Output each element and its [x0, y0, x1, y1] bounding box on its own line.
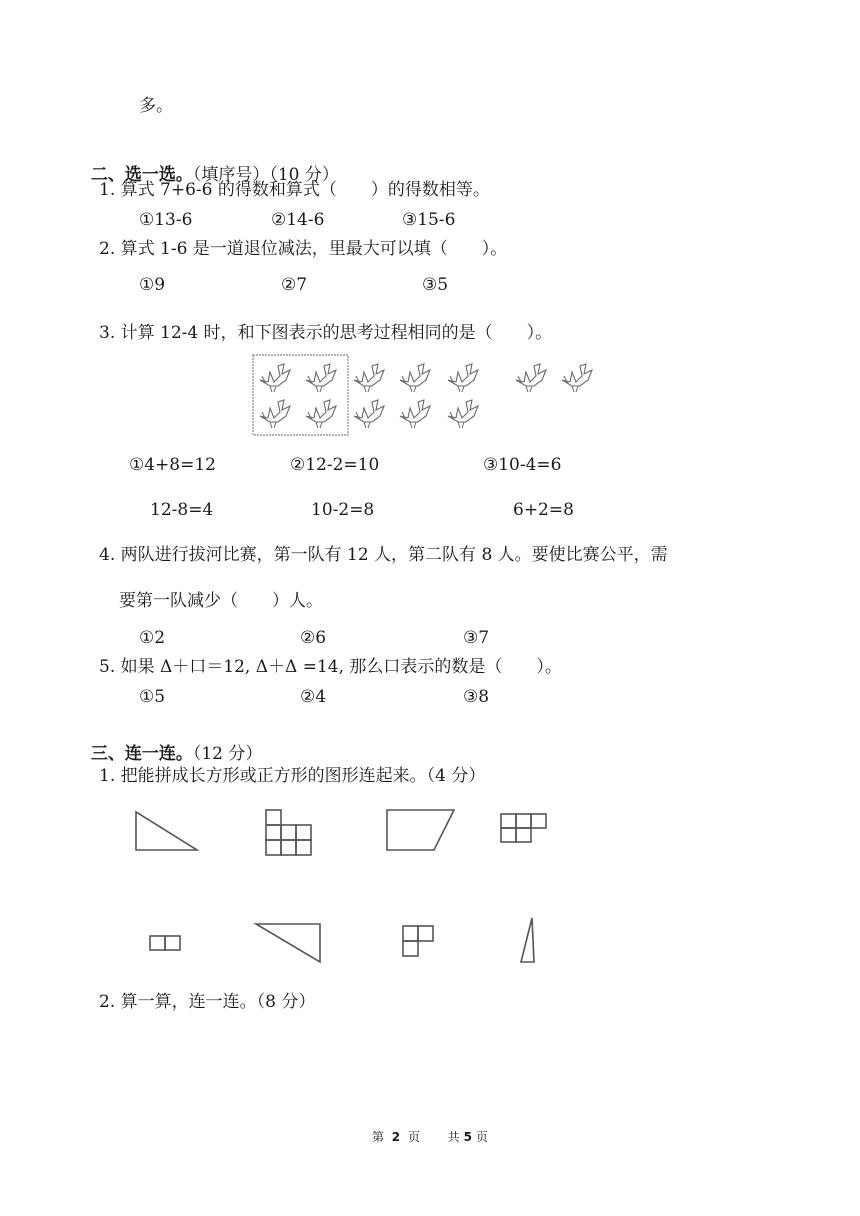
- question-5-stem: 5. 如果 Δ＋口＝12, Δ＋Δ =14, 那么口表示的数是（ ）。: [99, 657, 562, 677]
- footer-total-suffix: 页: [476, 1130, 489, 1144]
- trapezoid-shape: [387, 810, 454, 850]
- paper-crane-icon: [400, 400, 430, 428]
- paper-crane-icon: [260, 400, 290, 428]
- q3-option-2-line1: ②12-2=10: [290, 455, 380, 475]
- footer-page-prefix: 第: [371, 1130, 384, 1144]
- paper-crane-icon: [306, 364, 336, 392]
- grouping-box: [253, 355, 348, 435]
- q2-option-1: ①9: [139, 275, 166, 295]
- q3-option-3-line1: ③10-4=6: [483, 455, 562, 475]
- q3-option-1-line2: 12-8=4: [150, 500, 214, 520]
- q3-option-1-line1: ①4+8=12: [129, 455, 216, 475]
- q5-option-3: ③8: [463, 687, 490, 707]
- q4-option-3: ③7: [463, 628, 490, 648]
- question-3-1-stem: 1. 把能拼成长方形或正方形的图形连起来。（4 分）: [99, 766, 486, 786]
- right-triangle-shape: [136, 812, 197, 850]
- question-4-line2: 要第一队减少（ ）人。: [119, 591, 323, 611]
- paper-crane-icon: [354, 364, 384, 392]
- page-footer: [0, 1128, 860, 1145]
- l-tromino-shape: [501, 814, 546, 842]
- question-3-2-stem: 2. 算一算，连一连。（8 分）: [99, 992, 316, 1012]
- q3-option-2-line2: 10-2=8: [311, 500, 375, 520]
- right-triangle-shape-2: [256, 924, 320, 962]
- matching-shapes: [128, 806, 568, 966]
- q1-option-1: ①13-6: [139, 210, 193, 230]
- footer-total-prefix: 共: [447, 1130, 460, 1144]
- q2-option-3: ③5: [422, 275, 449, 295]
- section-2-title: 二、选一选。: [90, 165, 193, 185]
- footer-page-number: 2: [391, 1130, 401, 1144]
- footer-page-suffix: 页: [407, 1130, 420, 1144]
- q2-option-2: ②7: [281, 275, 308, 295]
- q1-option-2: ②14-6: [271, 210, 325, 230]
- section-3-title: 三、连一连。: [90, 744, 193, 764]
- question-1-stem: 1. 算式 7+6-6 的得数和算式（ ）的得数相等。: [99, 180, 490, 200]
- q4-option-1: ①2: [139, 628, 166, 648]
- section-3-points: （12 分）: [192, 744, 263, 764]
- q1-option-3: ③15-6: [402, 210, 456, 230]
- section-3-heading: [79, 721, 262, 765]
- q3-option-3-line2: 6+2=8: [513, 500, 574, 520]
- crane-figure: [252, 354, 602, 438]
- paper-crane-icon: [260, 364, 290, 392]
- continued-text: 多。: [139, 96, 173, 116]
- paper-crane-icon: [448, 364, 478, 392]
- paper-crane-icon: [448, 400, 478, 428]
- two-square-rectangle-shape: [150, 936, 180, 950]
- paper-crane-icon: [562, 364, 592, 392]
- q5-option-2: ②4: [300, 687, 327, 707]
- thin-triangle-shape: [521, 918, 534, 962]
- question-3-stem: 3. 计算 12-4 时，和下图表示的思考过程相同的是（ ）。: [99, 323, 553, 343]
- square-grid-shape: [266, 810, 311, 855]
- footer-total-number: 5: [463, 1130, 473, 1144]
- paper-crane-icon: [516, 364, 546, 392]
- section-2-points: （填序号）（10 分）: [192, 165, 339, 185]
- paper-crane-icon: [400, 364, 430, 392]
- question-2-stem: 2. 算式 1-6 是一道退位减法，里最大可以填（ ）。: [99, 239, 508, 259]
- q5-option-1: ①5: [139, 687, 166, 707]
- paper-crane-icon: [354, 400, 384, 428]
- three-square-l-shape: [403, 926, 433, 956]
- question-4-line1: 4. 两队进行拔河比赛，第一队有 12 人，第二队有 8 人。要使比赛公平，需: [99, 545, 668, 565]
- paper-crane-icon: [306, 400, 336, 428]
- q4-option-2: ②6: [300, 628, 327, 648]
